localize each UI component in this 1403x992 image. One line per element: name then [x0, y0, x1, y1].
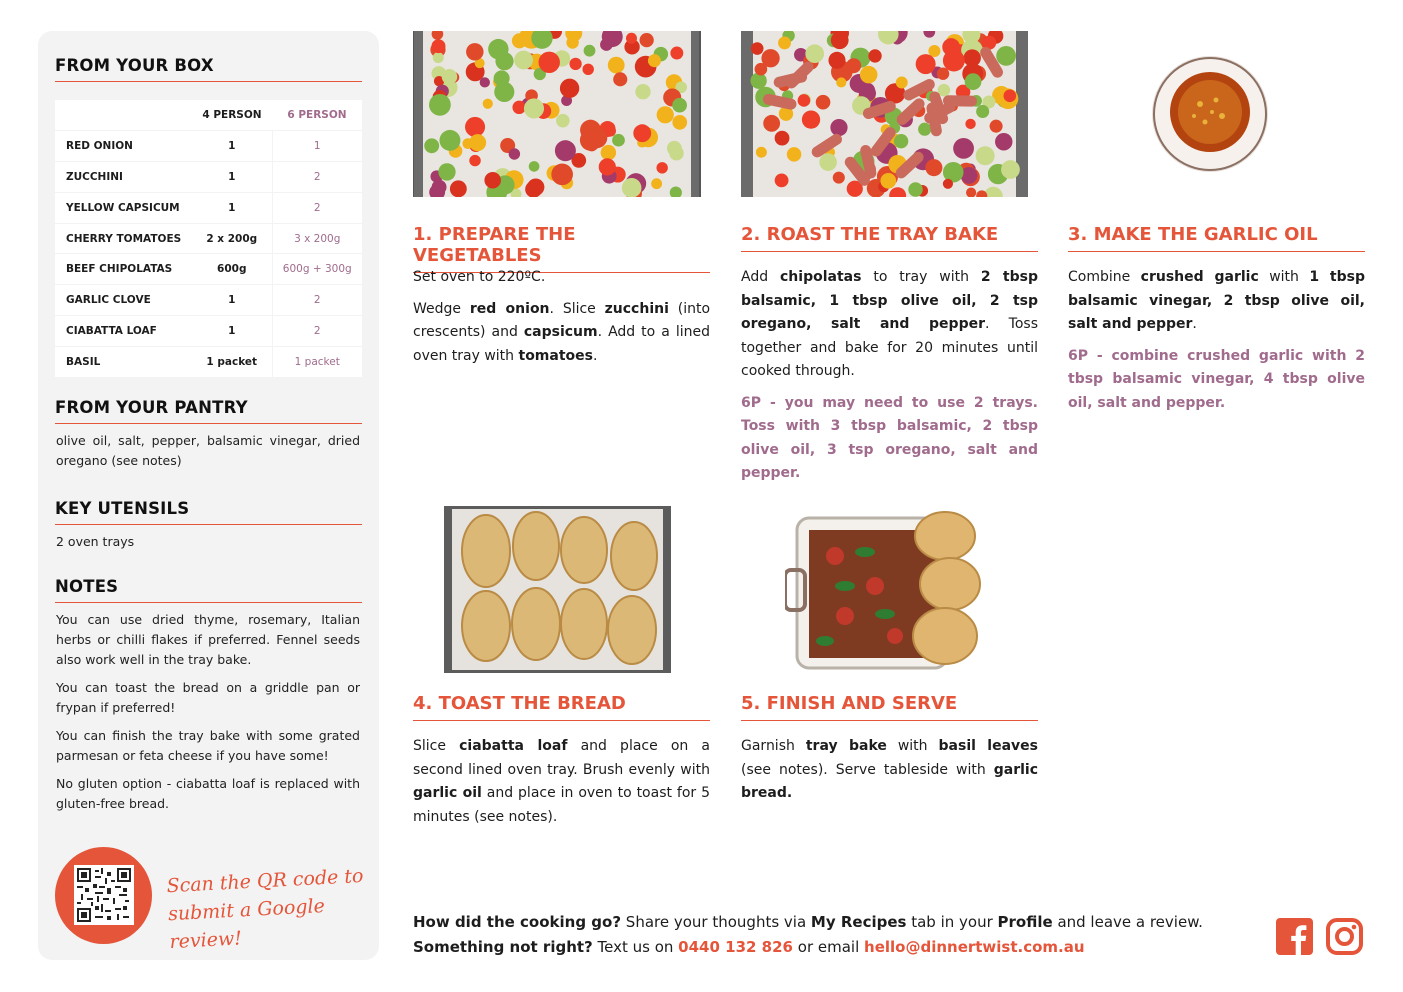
col-4-person: 4 PERSON	[192, 100, 272, 131]
step-5-text	[741, 735, 1038, 814]
footer	[413, 910, 1253, 960]
qr-badge	[55, 847, 152, 944]
sidebar	[38, 31, 379, 960]
ingredients-table	[55, 100, 362, 378]
ingredient-name: BASIL	[55, 346, 192, 377]
step-5-para-1: Garnish tray bake with basil leaves (see notes). Serve tableside with garlic bread.	[741, 738, 1038, 801]
table-row	[55, 346, 362, 377]
note-1: You can use dried thyme, rosemary, Italian herbs or chilli flakes if preferred. Fennel seeds also work well in the tray bake.	[56, 612, 360, 667]
step-3-para-1: Combine crushed garlic with 1 tbsp balsamic vinegar, 2 tbsp olive oil, salt and pepper.	[1068, 269, 1365, 332]
qty-6-person: 1	[272, 131, 362, 162]
qty-6-person: 2	[272, 192, 362, 223]
qty-4-person: 1	[192, 131, 272, 162]
step-2-six-person: 6P - you may need to use 2 trays. Toss with 3 tbsp balsamic, 2 tbsp olive oil, 3 tsp oregano, salt and pepper.	[741, 394, 1038, 481]
ingredient-name: YELLOW CAPSICUM	[55, 192, 192, 223]
ingredient-name: RED ONION	[55, 131, 192, 162]
table-row	[55, 162, 362, 193]
step-4-para-1: Slice ciabatta loaf and place on a second lined oven tray. Brush evenly with garlic oil and place in oven to toast for 5 minutes (see notes).	[413, 738, 710, 825]
step-3-title: 3. MAKE THE GARLIC OIL	[1068, 224, 1365, 252]
step-3-six-person: 6P - combine crushed garlic with 2 tbsp balsamic vinegar, 4 tbsp olive oil, salt and pepper.	[1068, 347, 1365, 411]
ingredient-name: ZUCCHINI	[55, 162, 192, 193]
qr-caption: Scan the QR code to submit a Google review!	[166, 864, 364, 954]
qty-4-person: 600g	[192, 254, 272, 285]
pantry-heading: FROM YOUR PANTRY	[55, 398, 362, 424]
qty-4-person: 1 packet	[192, 346, 272, 377]
step-5-title: 5. FINISH AND SERVE	[741, 693, 1038, 721]
step-2-text	[741, 266, 1038, 494]
step-3-photo	[1150, 52, 1270, 174]
ingredient-name: GARLIC CLOVE	[55, 285, 192, 316]
qty-6-person: 600g + 300g	[272, 254, 362, 285]
footer-line-1: How did the cooking go? Share your thoughts via My Recipes tab in your Profile and leave a review.	[413, 913, 1203, 931]
step-2-title: 2. ROAST THE TRAY BAKE	[741, 224, 1038, 252]
table-row	[55, 316, 362, 347]
footer-line-2: Something not right? Text us on 0440 132 826 or email hello@dinnertwist.com.au	[413, 938, 1085, 956]
table-row	[55, 192, 362, 223]
col-6-person: 6 PERSON	[272, 100, 362, 131]
table-header-row	[55, 100, 362, 131]
qty-6-person: 2	[272, 316, 362, 347]
step-4-title: 4. TOAST THE BREAD	[413, 693, 710, 721]
step-2-para-1: Add chipolatas to tray with 2 tbsp balsamic, 1 tbsp olive oil, 2 tsp oregano, salt and pepper. Toss together and bake for 20 minutes until cooked through.	[741, 269, 1038, 379]
ingredients-body	[55, 131, 362, 377]
step-5-photo	[785, 506, 985, 673]
my-recipes-link[interactable]: My Recipes	[810, 913, 907, 931]
qty-6-person: 2	[272, 285, 362, 316]
qty-6-person: 1 packet	[272, 346, 362, 377]
box-heading: FROM YOUR BOX	[55, 56, 362, 82]
qty-6-person: 2	[272, 162, 362, 193]
qr-code-icon[interactable]	[74, 865, 134, 925]
step-1-text	[413, 266, 710, 376]
pantry-text: olive oil, salt, pepper, balsamic vinegar, dried oregano (see notes)	[56, 433, 360, 468]
qty-4-person: 1	[192, 162, 272, 193]
ingredient-name: BEEF CHIPOLATAS	[55, 254, 192, 285]
utensils-text: 2 oven trays	[56, 534, 135, 549]
step-1-photo	[413, 31, 701, 197]
step-1-title: 1. PREPARE THE VEGETABLES	[413, 224, 710, 273]
profile-link[interactable]: Profile	[997, 913, 1053, 931]
note-3: You can finish the tray bake with some grated parmesan or feta cheese if you have some!	[56, 728, 360, 763]
qty-4-person: 1	[192, 285, 272, 316]
step-2-photo	[741, 31, 1028, 197]
email-link[interactable]: hello@dinnertwist.com.au	[864, 938, 1085, 956]
qty-4-person: 2 x 200g	[192, 223, 272, 254]
step-1-para-2: Wedge red onion. Slice zucchini (into crescents) and capsicum. Add to a lined oven tray with tomatoes.	[413, 300, 711, 364]
ingredient-name: CHERRY TOMATOES	[55, 223, 192, 254]
qty-4-person: 1	[192, 316, 272, 347]
step-4-text	[413, 735, 710, 837]
table-row	[55, 285, 362, 316]
table-row	[55, 223, 362, 254]
step-3-text	[1068, 266, 1365, 423]
note-2: You can toast the bread on a griddle pan or frypan if preferred!	[56, 680, 360, 715]
utensils-heading: KEY UTENSILS	[55, 499, 362, 525]
note-4: No gluten option - ciabatta loaf is replaced with gluten-free bread.	[56, 776, 360, 811]
table-row	[55, 254, 362, 285]
phone-link[interactable]: 0440 132 826	[678, 938, 793, 956]
step-4-photo	[444, 506, 671, 673]
step-1-para-1: Set oven to 220ºC.	[413, 269, 546, 285]
qty-4-person: 1	[192, 192, 272, 223]
table-row	[55, 131, 362, 162]
instagram-icon[interactable]	[1326, 918, 1363, 955]
notes-heading: NOTES	[55, 577, 362, 603]
ingredient-name: CIABATTA LOAF	[55, 316, 192, 347]
qty-6-person: 3 x 200g	[272, 223, 362, 254]
facebook-icon[interactable]	[1276, 918, 1313, 955]
